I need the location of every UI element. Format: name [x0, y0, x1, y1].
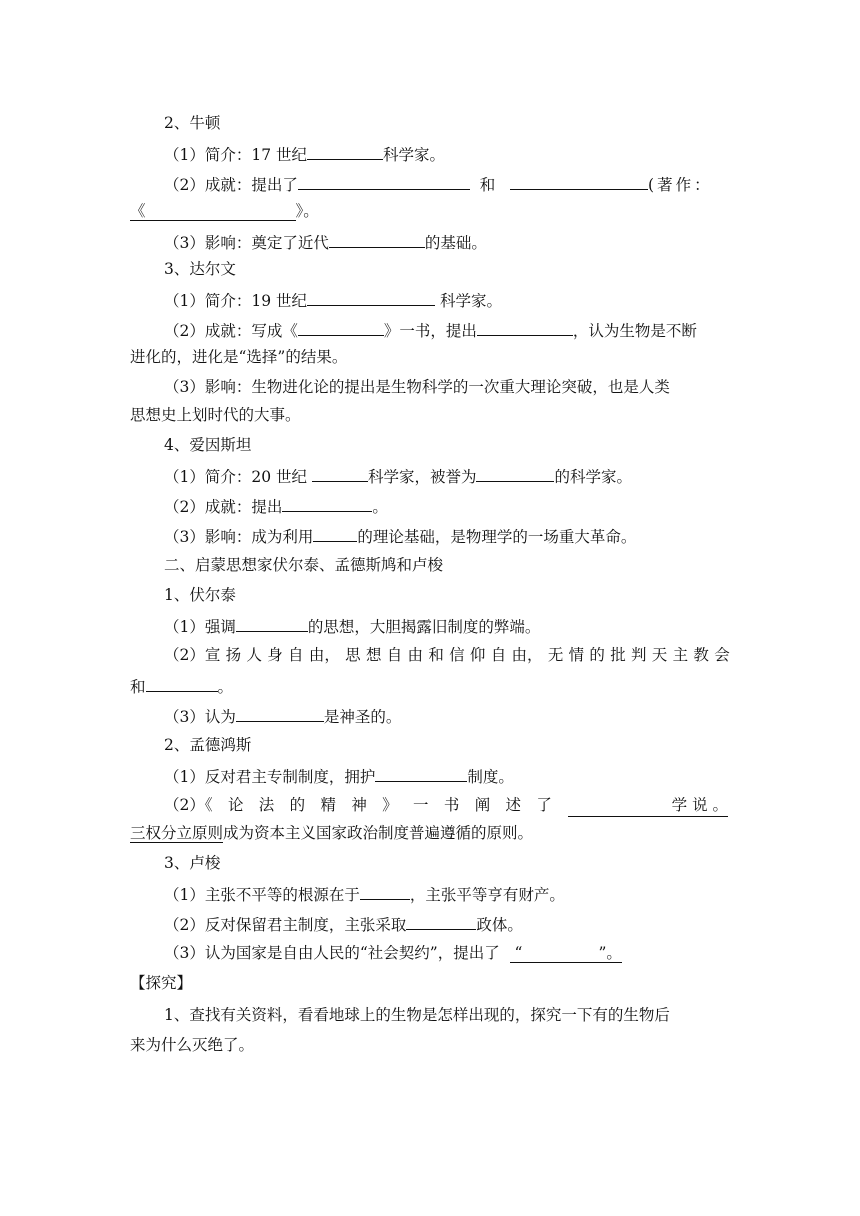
text: 科学家。: [383, 146, 446, 164]
text: 精: [320, 796, 336, 814]
voltaire-point-3: [164, 704, 401, 728]
text: （1）简介：19 世纪: [164, 292, 308, 310]
text: ，主张平等亨有财产。: [409, 886, 565, 904]
newton-heading: 2、牛顿: [164, 114, 221, 132]
newton-achievement-cont: [130, 200, 319, 222]
blank-field[interactable]: [282, 494, 372, 512]
darwin-impact-cont: 思想史上划时代的大事。: [130, 406, 301, 424]
blank-field[interactable]: [360, 882, 410, 900]
rousseau-point-1: [164, 882, 565, 906]
underlined-text: 三权分立原则: [130, 824, 224, 842]
text: 和: [479, 176, 496, 194]
text: 情: [568, 646, 585, 664]
text: （1）简介：17 世纪: [164, 146, 308, 164]
darwin-achievement-cont: 进化的，进化是“选择”的结果。: [130, 348, 348, 366]
blank-field[interactable]: [568, 794, 728, 817]
text: 的: [589, 646, 605, 664]
einstein-achievement: [164, 494, 388, 518]
blank-field[interactable]: [307, 288, 435, 306]
text: 自: [288, 646, 304, 664]
darwin-intro: [164, 288, 502, 312]
blank-field[interactable]: [476, 464, 554, 482]
rousseau-point-2: [164, 912, 523, 936]
text: （2）宣: [164, 646, 221, 664]
text: 的基础。: [424, 234, 487, 252]
text: 。: [372, 498, 388, 516]
text: 政体。: [476, 916, 523, 934]
blank-field[interactable]: [329, 230, 425, 248]
text: （3）影响：成为利用: [164, 528, 314, 546]
newton-achievement: [164, 172, 713, 196]
darwin-heading: 3、达尔文: [164, 260, 236, 278]
text: （3）影响：奠定了近代: [164, 234, 329, 252]
text: （3）认为: [164, 708, 236, 726]
text: 阐: [474, 796, 491, 814]
text: （1）主张不平等的根源在于: [164, 886, 360, 904]
newton-intro: [164, 142, 445, 166]
text: 法: [258, 796, 275, 814]
text: 想: [365, 646, 382, 664]
text: 会: [714, 646, 730, 664]
text: ”。: [598, 944, 622, 962]
text: 仰: [469, 646, 486, 664]
text: 》: [382, 796, 398, 814]
voltaire-heading: 1、伏尔泰: [164, 586, 236, 604]
blank-field[interactable]: [313, 524, 357, 542]
text: 和: [130, 678, 146, 696]
text: （1）强调: [164, 618, 236, 636]
text: 扬: [225, 646, 242, 664]
text: （1）反对君主专制制度，拥护: [164, 768, 376, 786]
newton-impact: [164, 230, 487, 254]
text: （2）《: [164, 796, 213, 814]
text: 自: [490, 646, 507, 664]
text: 由，: [511, 646, 543, 664]
text: 。: [217, 678, 234, 696]
blank-field[interactable]: [510, 944, 622, 963]
text: 制度。: [467, 768, 514, 786]
explore-heading: 【探究】: [130, 974, 193, 992]
text: 无: [547, 646, 564, 664]
book-title-field[interactable]: [130, 202, 296, 221]
explore-question-1-cont: 来为什么灭绝了。: [130, 1036, 255, 1054]
text: 书: [443, 796, 460, 814]
einstein-intro: [164, 464, 632, 488]
text: （3）认为国家是自由人民的“社会契约”，提出了: [164, 944, 500, 962]
text: 》。: [295, 202, 319, 220]
explore-question-1: 1、查找有关资料，看看地球上的生物是怎样出现的，探究一下有的生物后: [164, 1006, 670, 1024]
text: 天: [651, 646, 668, 664]
blank-field[interactable]: [312, 464, 368, 482]
rousseau-point-3: [164, 942, 622, 964]
einstein-impact: [164, 524, 636, 548]
text: 神: [351, 796, 367, 814]
text: “: [514, 944, 523, 962]
section-2-heading: 二、启蒙思想家伏尔泰、孟德斯鸠和卢梭: [164, 556, 444, 574]
text: ，认为生物是不断: [572, 322, 697, 340]
text: (著作：: [648, 176, 713, 194]
text: 主: [672, 646, 689, 664]
blank-field[interactable]: [236, 614, 308, 632]
text: 的: [289, 796, 306, 814]
text: 批: [610, 646, 626, 664]
text: 判: [631, 646, 647, 664]
text: 论: [227, 796, 244, 814]
text: 的理论基础，是物理学的一场重大革命。: [357, 528, 637, 546]
montesquieu-point-2-cont: [130, 822, 533, 844]
text: 述: [505, 796, 522, 814]
montesquieu-point-2-text: [164, 794, 552, 816]
text: 了: [536, 796, 552, 814]
darwin-achievement: [164, 318, 697, 342]
text: 科学家，被誉为: [367, 468, 477, 486]
montesquieu-heading: 2、孟德鸿斯: [164, 736, 252, 754]
blank-field[interactable]: [236, 704, 324, 722]
text: 科学家。: [439, 292, 502, 310]
voltaire-point-1: [164, 614, 540, 638]
rousseau-heading: 3、卢梭: [164, 854, 221, 872]
einstein-heading: 4、爱因斯坦: [164, 436, 252, 454]
text: 教: [693, 646, 709, 664]
text: 信: [449, 646, 465, 664]
blank-field[interactable]: [298, 172, 470, 190]
text: 身: [267, 646, 283, 664]
text: 的思想，大胆揭露旧制度的弊端。: [307, 618, 541, 636]
text: （2）成就：写成《: [164, 322, 298, 340]
text: （2）成就：提出了: [164, 176, 298, 194]
text: 和: [428, 646, 444, 664]
blank-field[interactable]: [298, 318, 384, 336]
montesquieu-point-2: [164, 794, 730, 817]
text: 的科学家。: [554, 468, 632, 486]
text: 由: [407, 646, 424, 664]
text: （1）简介：20 世纪: [164, 468, 308, 486]
text: 人: [246, 646, 262, 664]
blank-field[interactable]: [307, 142, 383, 160]
voltaire-point-2: [164, 644, 730, 666]
text: （2）反对保留君主制度，主张采取: [164, 916, 407, 934]
blank-field[interactable]: [375, 764, 467, 782]
text: 》一书，提出: [383, 322, 477, 340]
text: 自: [386, 646, 403, 664]
text: 一: [413, 796, 429, 814]
montesquieu-point-1: [164, 764, 514, 788]
blank-field[interactable]: [406, 912, 476, 930]
blank-field[interactable]: [477, 318, 573, 336]
text: 思: [345, 646, 361, 664]
text: （2）成就：提出: [164, 498, 283, 516]
text: 成为资本主义国家政治制度普遍遵循的原则。: [223, 824, 534, 842]
text: 《: [130, 202, 146, 220]
blank-field[interactable]: [146, 674, 218, 692]
blank-field[interactable]: [510, 172, 648, 190]
text: 学 说 。: [671, 796, 728, 814]
darwin-impact: （3）影响：生物进化论的提出是生物科学的一次重大理论突破，也是人类: [164, 378, 670, 396]
text: 由，: [308, 646, 340, 664]
voltaire-point-2-cont: [130, 674, 233, 698]
text: 是神圣的。: [323, 708, 402, 726]
